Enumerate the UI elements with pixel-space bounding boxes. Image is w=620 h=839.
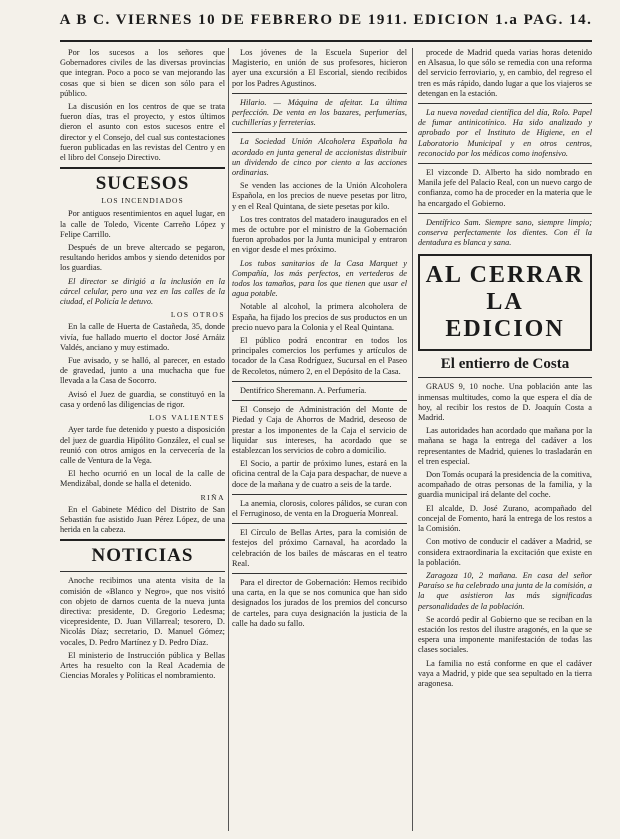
section-divider bbox=[60, 167, 225, 169]
paragraph: Los tres contratos del matadero inaugurados en el mes de octubre por el ministro de la Gobernación fueron aprobados por la Junta municipal y entraron en vigor desde el mes próximo. bbox=[232, 214, 407, 255]
divider bbox=[418, 163, 592, 164]
paragraph: Don Tomás ocupará la presidencia de la comitiva, acompañado de otras personas de la familia, y la guardia municipal irá delante del coche. bbox=[418, 470, 592, 500]
divider bbox=[232, 93, 407, 94]
section-title-noticias: NOTICIAS bbox=[91, 545, 194, 567]
column-divider-1 bbox=[228, 48, 229, 831]
section-divider bbox=[60, 571, 225, 572]
divider bbox=[232, 523, 407, 524]
paragraph: El alcalde, D. José Zurano, acompañado del concejal de Fomento, hará la entrega de los restos a la Comisión. bbox=[418, 503, 592, 534]
column-2 bbox=[232, 48, 407, 833]
breaking-news-box bbox=[418, 254, 592, 351]
paragraph: Después de un breve altercado se pegaron, resultando heridos ambos y siendo detenidos por los guardias. bbox=[60, 243, 225, 273]
paragraph: La Sociedad Unión Alcoholera Española ha acordado en junta general de accionistas distribuir un dividendo de cinco por ciento a las acciones ordinarias. bbox=[232, 137, 407, 178]
divider bbox=[418, 103, 592, 104]
page-header-title: A B C. VIERNES 10 DE FEBRERO DE 1911. EDICION 1.a PAG. 14. bbox=[59, 11, 593, 28]
subhead: RIÑA bbox=[200, 492, 225, 502]
paragraph: El hecho ocurrió en un local de la calle de Mendizábal, donde se halla el detenido. bbox=[60, 469, 225, 489]
paragraph: Por los sucesos a los señores que Gobernadores civiles de las diversas provincias que integran. Poco a poco se van mejorando las cosas que si bien se dicen son sólo para el público. bbox=[60, 48, 225, 98]
paragraph: Se venden las acciones de la Unión Alcoholera Española, en los precios de nueve pesetas por litro, y en el Real Quintana, de siete pesetas por kilo. bbox=[232, 181, 407, 211]
divider bbox=[232, 494, 407, 495]
paragraph: Se acordó pedir al Gobierno que se reciban en la estación los restos del ilustre aragonés, en la que se espera una imponente manifestación de todas las clases sociales. bbox=[418, 614, 592, 655]
paragraph: Por antiguos resentimientos en aquel lugar, en la calle de Toledo, Vicente Carreño López y Felipe Carrillo. bbox=[60, 209, 225, 239]
paragraph: Para el director de Gobernación: Hemos recibido una carta, en la que se nos comunica que han sido designados los jurados de los premios del concurso de carteles, para cuya designación la justicia de la calle ha dado su fallo. bbox=[232, 577, 407, 628]
divider bbox=[232, 132, 407, 133]
section-divider bbox=[60, 539, 225, 541]
paragraph: Dentifrico Sheremann. A. Perfumería. bbox=[240, 385, 367, 395]
subhead: LOS OTROS bbox=[170, 310, 225, 320]
paragraph: Notable al alcohol, la primera alcoholera de España, ha fijado los precios de sus productos en un precio nuevo para la Colonia y el Real Quintana. bbox=[232, 302, 407, 332]
paragraph: Fue avisado, y se halló, al parecer, en estado de gravedad, junto a una muchacha que fue llevada a la Casa de Socorro. bbox=[60, 356, 225, 386]
paragraph: La anemia, clorosis, colores pálidos, se curan con el Ferruginoso, de venta en la Droguería Monreal. bbox=[232, 498, 407, 518]
paragraph: El Socio, a partir de próximo lunes, estará en la oficina central de la Caja para despachar, de nueve a doce de la mañana y de cuatro a seis de la tarde. bbox=[232, 459, 407, 489]
paragraph: Las autoridades han acordado que mañana por la mañana se haga la entrega del cadáver a los representantes de Madrid, quienes lo trasladarán en el tren especial. bbox=[418, 426, 592, 466]
paragraph: Dentífrico Sam. Siempre sano, siempre limpio; conserva perfectamente los dientes. Con él la dentadura es blanca y sana. bbox=[418, 217, 592, 248]
paragraph: Avisó el Juez de guardia, se constituyó en la casa y ordenó las diligencias de rigor. bbox=[60, 389, 225, 409]
divider bbox=[418, 213, 592, 214]
column-1 bbox=[60, 48, 225, 833]
subhead: LOS VALIENTES bbox=[149, 413, 225, 423]
paragraph: Los tubos sanitarios de la Casa Marquet y Compañía, los más perfectos, en vertederos de todos los tamaños, para los que tienen que usar el agua potable. bbox=[232, 258, 407, 299]
paragraph: La nueva novedad científica del día, Rolo. Papel de fumar antinicotínico. Ha sido analizado y aprobado por el Instituto de Higiene, en el Laboratorio Municipal y en otros centros, reconocido por los médicos como inofensivo. bbox=[418, 108, 592, 158]
paragraph: El vizconde D. Alberto ha sido nombrado en Manila jefe del Palacio Real, con un nuevo cargo de confianza, como ha de proceder en la materia que le ha encargado el Gobierno. bbox=[418, 168, 592, 208]
divider bbox=[232, 400, 407, 401]
paragraph: Zaragoza 10, 2 mañana. En casa del señor Paraíso se ha celebrado una junta de la comisión, a la que asistieron las más significadas personalidades de la población. bbox=[418, 570, 592, 611]
paragraph: La discusión en los centros de que se trata fueron días, tras el proyecto, y estos últimos dieron el asunto con estos sucesos entre el director y el Consejo, del cual sus contestaciones fueron publicadas en las revistas del Centro y en el libro del Consejo Directivo. bbox=[60, 102, 225, 163]
section-subtitle: LOS INCENDIADOS bbox=[101, 196, 184, 206]
paragraph: El público podrá encontrar en todos los principales comercios los perfumes y artículos de tocador de la Casa Rodríguez, Sucursal en el Paseo de Recoletos, número 2, en el Depósito de la Casa. bbox=[232, 336, 407, 376]
article-headline: El entierro de Costa bbox=[440, 356, 570, 373]
divider bbox=[232, 573, 407, 574]
paragraph: Los jóvenes de la Escuela Superior del Magisterio, en unión de sus profesores, hicieron ayer una excursión a El Escorial, siendo recibidos por los Padres Agustinos. bbox=[232, 48, 407, 88]
paragraph: El director se dirigió a la inclusión en la cárcel celular, pero una vez en las calles de la ciudad, el Policía le detuvo. bbox=[60, 276, 225, 307]
paragraph: GRAUS 9, 10 noche. Una población ante las inmensas multitudes, como la que espera el día de hoy, al recibir los restos de D. Joaquín Costa a Madrid. bbox=[418, 382, 592, 423]
paragraph: El Consejo de Administración del Monte de Piedad y Caja de Ahorros de Madrid, deseoso de prestar a los imponentes de la Caja el servicio de liquidar sus intereses, ha acordado que se establezcan los servicios de cobro a domicilio. bbox=[232, 405, 407, 455]
paragraph: procede de Madrid queda varias horas detenido en Alsasua, lo que sólo se remedia con una reforma del servicio ferroviario, y, en cambio, del regreso el tren es más rápido, dando lugar a que los viajeros se detengan en la estación. bbox=[418, 48, 592, 98]
breaking-news-line-1: AL CERRAR bbox=[425, 262, 585, 289]
divider bbox=[418, 377, 592, 378]
section-title-sucesos: SUCESOS bbox=[95, 173, 190, 195]
breaking-news-line-2: LA EDICION bbox=[445, 289, 565, 343]
paragraph: Ayer tarde fue detenido y puesto a disposición del juez de guardia Hipólito González, el cual se reunió con otros amigos en la cervecería de la calle de Ventura de la Vega. bbox=[60, 425, 225, 465]
paragraph: El Círculo de Bellas Artes, para la comisión de festejos del próximo Carnaval, ha acordado la celebración de los bailes de máscaras en el teatro Real. bbox=[232, 528, 407, 568]
divider bbox=[232, 381, 407, 382]
paragraph: En la calle de Huerta de Castañeda, 35, donde vivía, fue hallado muerto el doctor José Arnáiz Valdés, anciano y muy estimado. bbox=[60, 322, 225, 352]
paragraph: Hilario. — Máquina de afeitar. La última perfección. De venta en los bazares, perfumerías, cuchillerías y ferreterías. bbox=[232, 97, 407, 128]
column-divider-2 bbox=[412, 48, 413, 831]
paragraph: Con motivo de conducir el cadáver a Madrid, se considera extraordinaria la excitación que existe en la población. bbox=[418, 537, 592, 567]
paragraph: El ministerio de Instrucción pública y Bellas Artes ha resuelto con la Real Academia de Ciencias Morales y Políticas el nombramiento. bbox=[60, 650, 225, 681]
column-3 bbox=[418, 48, 592, 833]
paragraph: Anoche recibimos una atenta visita de la comisión de «Blanco y Negro», que nos visitó con objeto de darnos cuenta de la nueva junta directiva: presidente, D. Gregorio Ledesma; vicepresidente, D. Juan Villarreal; tesorero, D. Nicolás Díaz; secretario, D. Manuel Gómez; vocales, D. Pedro Martínez y D. Pedro Díaz. bbox=[60, 576, 225, 647]
paragraph: La familia no está conforme en que el cadáver vaya a Madrid, y pide que sea sepultado en la tierra aragonesa. bbox=[418, 658, 592, 688]
paragraph: En el Gabinete Médico del Distrito de San Sebastián fue asistido Juan Pérez López, de una herida en la cabeza. bbox=[60, 504, 225, 535]
page-header bbox=[60, 0, 592, 42]
